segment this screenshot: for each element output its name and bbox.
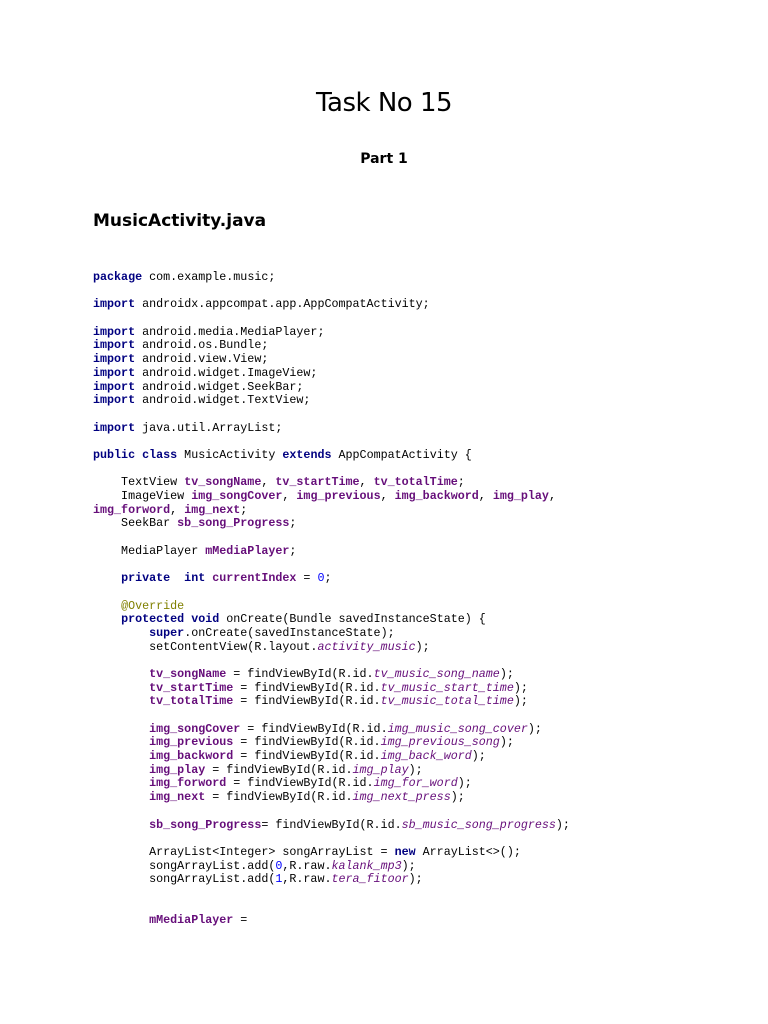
code-line	[93, 504, 733, 518]
code-token: = findViewById(R.id.	[205, 762, 353, 777]
code-token: tv_music_total_time	[380, 694, 514, 709]
code-token: @Override	[121, 598, 185, 613]
code-token: setContentView(R.layout.	[93, 639, 318, 654]
code-token: =	[233, 913, 248, 928]
code-line	[93, 586, 733, 600]
code-token: img_back_word	[380, 749, 472, 764]
code-token: img_forword	[149, 776, 227, 791]
code-line	[93, 901, 733, 915]
code-token: sb_song_Progress	[149, 817, 262, 832]
code-line	[93, 846, 733, 860]
code-line	[93, 435, 733, 449]
code-token: );	[471, 749, 486, 764]
code-token: java.util.ArrayList;	[135, 420, 283, 435]
code-token	[93, 612, 121, 626]
code-line	[93, 832, 733, 846]
code-token: ,	[170, 502, 185, 517]
code-token: );	[527, 721, 542, 736]
code-block	[93, 271, 733, 928]
code-token: ,	[548, 489, 556, 503]
code-token: 0	[275, 858, 283, 873]
code-token	[93, 790, 149, 804]
code-token: com.example.music;	[142, 270, 276, 284]
code-token: MusicActivity	[177, 447, 283, 462]
code-token: );	[513, 680, 528, 695]
code-token: );	[415, 639, 430, 654]
code-line	[93, 271, 733, 285]
code-token: android.view.View;	[135, 352, 269, 367]
code-token: ArrayList<Integer> songArrayList =	[93, 844, 395, 859]
code-token: activity_music	[317, 639, 416, 654]
code-token: img_next_press	[352, 790, 451, 805]
code-token: tv_songName	[149, 666, 227, 681]
code-token: ,	[478, 489, 493, 503]
code-token: ArrayList<>();	[415, 844, 521, 859]
code-line	[93, 736, 733, 750]
code-token: sb_song_Progress	[177, 516, 290, 531]
code-line	[93, 558, 733, 572]
code-token: );	[499, 735, 514, 750]
code-token: tera_fitoor	[331, 872, 409, 887]
code-token: import	[93, 324, 136, 339]
code-line	[93, 353, 733, 367]
code-line	[93, 709, 733, 723]
code-line	[93, 777, 733, 791]
code-line	[93, 600, 733, 614]
code-line	[93, 627, 733, 641]
code-line	[93, 764, 733, 778]
code-token	[93, 694, 149, 708]
code-token: );	[401, 858, 416, 873]
code-token: );	[408, 872, 423, 887]
code-line	[93, 695, 733, 709]
code-token: ImageView	[93, 489, 192, 503]
code-token: = findViewById(R.id.	[233, 735, 381, 750]
code-token: = findViewById(R.id.	[240, 721, 388, 736]
code-token: ;	[289, 543, 297, 558]
code-token: img_previous	[149, 735, 234, 750]
code-token: songArrayList.add(	[93, 858, 276, 873]
code-token: import	[93, 352, 136, 367]
code-token: android.widget.TextView;	[135, 393, 311, 408]
code-token: sb_music_song_progress	[401, 817, 556, 832]
code-line	[93, 641, 733, 655]
code-line	[93, 517, 733, 531]
code-token: =	[296, 571, 318, 586]
code-token: tv_music_song_name	[373, 666, 500, 681]
code-line	[93, 613, 733, 627]
code-line	[93, 887, 733, 901]
code-token: AppCompatActivity {	[331, 447, 472, 462]
code-token: import	[93, 338, 136, 353]
code-token: import	[93, 379, 136, 394]
code-token: img_music_song_cover	[387, 721, 528, 736]
code-token: img_songCover	[149, 721, 241, 736]
code-token: MediaPlayer	[93, 543, 206, 558]
code-token: 0	[317, 571, 325, 586]
code-token: tv_music_start_time	[380, 680, 514, 695]
document-title: Task No 15	[315, 88, 453, 118]
code-token	[93, 913, 149, 927]
code-token	[93, 599, 121, 613]
code-line	[93, 449, 733, 463]
code-token	[93, 776, 149, 790]
code-token: img_backword	[394, 489, 479, 503]
code-line	[93, 490, 733, 504]
code-token: );	[457, 776, 472, 791]
code-line	[93, 873, 733, 887]
code-token: ,R.raw.	[282, 872, 332, 887]
code-token: = findViewById(R.id.	[233, 749, 381, 764]
code-token: public class	[93, 447, 178, 462]
code-token: = findViewById(R.id.	[205, 790, 353, 805]
code-token: );	[555, 817, 570, 832]
code-line	[93, 285, 733, 299]
code-line	[93, 805, 733, 819]
code-token: img_forword	[93, 502, 171, 517]
code-token: ,	[380, 489, 395, 503]
code-token: import	[93, 297, 136, 312]
code-token: img_songCover	[191, 489, 283, 503]
code-token: 1	[275, 872, 283, 887]
code-token: tv_totalTime	[373, 475, 458, 490]
code-line	[93, 476, 733, 490]
code-line	[93, 339, 733, 353]
code-line	[93, 422, 733, 436]
code-token	[93, 749, 149, 763]
code-token: ,R.raw.	[282, 858, 332, 873]
code-token: img_backword	[149, 749, 234, 764]
code-line	[93, 408, 733, 422]
code-token: android.os.Bundle;	[135, 338, 269, 353]
code-token: tv_startTime	[149, 680, 234, 695]
code-token: );	[450, 790, 465, 805]
code-line	[93, 654, 733, 668]
code-line	[93, 381, 733, 395]
code-token	[93, 818, 149, 832]
code-token: = findViewById(R.id.	[226, 666, 374, 681]
code-token: = findViewById(R.id.	[233, 694, 381, 709]
code-line	[93, 545, 733, 559]
code-token: mMediaPlayer	[205, 543, 290, 558]
code-token: = findViewById(R.id.	[261, 817, 402, 832]
code-token: new	[394, 844, 416, 859]
code-line	[93, 312, 733, 326]
code-token: = findViewById(R.id.	[233, 680, 381, 695]
code-token	[93, 667, 149, 681]
code-token	[93, 735, 149, 749]
code-token: img_next	[184, 502, 241, 517]
code-token: img_play	[492, 489, 549, 503]
code-token: );	[513, 694, 528, 709]
code-token: android.media.MediaPlayer;	[135, 324, 325, 339]
code-line	[93, 394, 733, 408]
code-token: ;	[240, 502, 248, 517]
code-token: img_play	[149, 762, 206, 777]
code-token: img_previous_song	[380, 735, 500, 750]
code-token: SeekBar	[93, 516, 178, 531]
code-line	[93, 326, 733, 340]
code-token: tv_totalTime	[149, 694, 234, 709]
code-token: ;	[457, 475, 465, 490]
code-token: mMediaPlayer	[149, 913, 234, 928]
code-token: img_next	[149, 790, 206, 805]
code-token: tv_songName	[184, 475, 262, 490]
code-token: import	[93, 365, 136, 380]
file-name-heading: MusicActivity.java	[93, 211, 267, 231]
code-line	[93, 531, 733, 545]
code-token: onCreate(Bundle savedInstanceState) {	[219, 612, 486, 627]
code-token: img_play	[352, 762, 409, 777]
code-line	[93, 668, 733, 682]
code-token: ;	[289, 516, 297, 531]
code-token: );	[408, 762, 423, 777]
code-token	[93, 763, 149, 777]
code-token: .onCreate(savedInstanceState);	[184, 625, 395, 640]
part-heading: Part 1	[360, 151, 408, 167]
code-token	[93, 722, 149, 736]
code-token: ;	[324, 571, 332, 586]
code-token	[93, 681, 149, 695]
code-token: android.widget.SeekBar;	[135, 379, 304, 394]
code-token: );	[499, 666, 514, 681]
code-line	[93, 682, 733, 696]
code-token	[93, 626, 149, 640]
code-token: = findViewById(R.id.	[226, 776, 374, 791]
code-line	[93, 572, 733, 586]
code-token: extends	[282, 447, 332, 462]
code-token: protected void	[121, 612, 220, 627]
code-token: private int	[121, 571, 206, 586]
code-token: ,	[359, 475, 374, 490]
code-line	[93, 860, 733, 874]
code-line	[93, 914, 733, 928]
code-token: img_for_word	[373, 776, 458, 791]
code-line	[93, 819, 733, 833]
code-line	[93, 791, 733, 805]
code-token: android.widget.ImageView;	[135, 365, 318, 380]
code-token: tv_startTime	[275, 475, 360, 490]
code-token: androidx.appcompat.app.AppCompatActivity;	[135, 297, 430, 312]
code-token: super	[149, 625, 185, 640]
code-line	[93, 367, 733, 381]
code-token: songArrayList.add(	[93, 872, 276, 887]
code-line	[93, 723, 733, 737]
code-line	[93, 750, 733, 764]
code-token: currentIndex	[212, 571, 297, 586]
code-line	[93, 463, 733, 477]
code-token: package	[93, 270, 143, 284]
code-token: ,	[261, 475, 276, 490]
code-token	[93, 571, 121, 585]
code-token: kalank_mp3	[331, 858, 402, 873]
code-line	[93, 298, 733, 312]
code-token: TextView	[93, 475, 185, 490]
code-token: import	[93, 420, 136, 435]
code-token: import	[93, 393, 136, 408]
code-token: ,	[282, 489, 297, 503]
code-token: img_previous	[296, 489, 381, 503]
